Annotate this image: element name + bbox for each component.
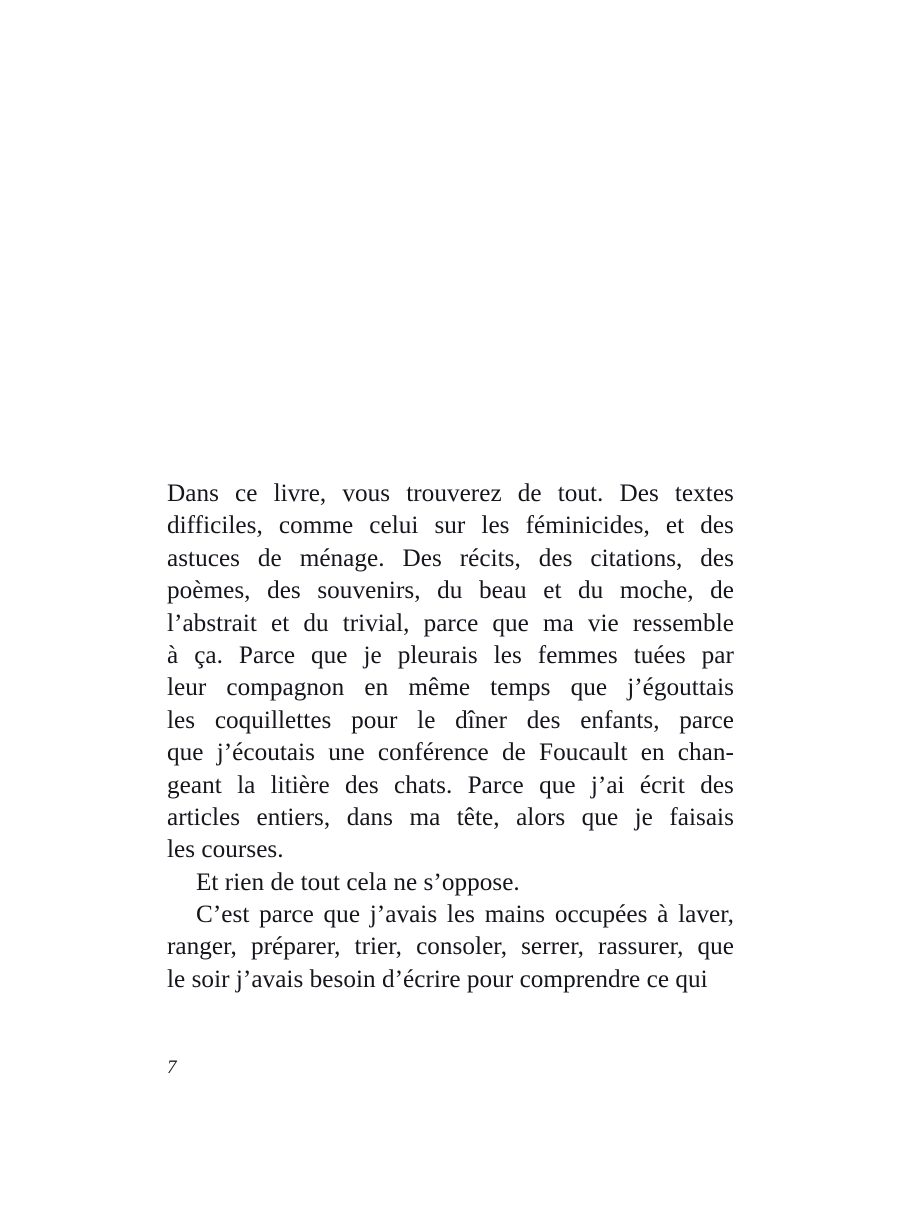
line-word: articles xyxy=(167,803,241,831)
line-word: que xyxy=(697,933,734,961)
line-word: difficiles, xyxy=(167,512,263,540)
line-word: de xyxy=(501,739,526,767)
text-line xyxy=(167,510,734,542)
line-word: laver, xyxy=(678,901,734,929)
line-word: occupées xyxy=(554,901,648,929)
line-word: souvenirs, xyxy=(317,577,421,605)
line-word: du xyxy=(578,577,604,605)
line-word: les xyxy=(446,901,476,929)
line-word: vie xyxy=(587,609,619,637)
line-word: pour xyxy=(351,706,398,734)
line-word: geant xyxy=(167,771,222,799)
line-word: féminicides, xyxy=(525,512,650,540)
line-word: que xyxy=(323,901,361,929)
line-word: que xyxy=(167,739,204,767)
line-word: de xyxy=(517,480,542,507)
line-word: du xyxy=(437,577,463,605)
line-word: parce xyxy=(259,901,314,929)
line-word: ménage. xyxy=(299,544,385,572)
text-line: Et rien de tout cela ne s’oppose. xyxy=(196,868,520,896)
line-word: astuces xyxy=(167,544,241,572)
line-word: je xyxy=(363,641,382,669)
line-word: tout. xyxy=(557,480,604,507)
line-word: du xyxy=(303,609,329,637)
line-word: une xyxy=(328,739,365,767)
text-line xyxy=(167,931,734,963)
line-word: parce xyxy=(679,706,734,734)
line-word: et xyxy=(543,577,562,605)
line-word: sur xyxy=(434,512,466,540)
text-line xyxy=(167,899,734,931)
line-word: de xyxy=(257,544,282,572)
line-word: Parce xyxy=(467,771,524,799)
text-line xyxy=(167,672,734,704)
line-word: litière xyxy=(270,771,330,799)
line-word: que xyxy=(311,641,348,669)
line-word: C’est xyxy=(196,901,250,929)
line-word: des xyxy=(526,706,561,734)
line-word: dîner xyxy=(455,706,508,734)
line-word: ça. xyxy=(194,641,223,669)
line-word: même xyxy=(408,674,471,702)
line-word: Foucault xyxy=(539,739,628,767)
text-line xyxy=(167,802,734,834)
text-line xyxy=(167,640,734,672)
page-number: 7 xyxy=(167,1057,177,1078)
line-word: que xyxy=(492,609,529,637)
line-word: en xyxy=(640,739,665,767)
line-word: j’égouttais xyxy=(627,674,734,702)
line-word: à xyxy=(657,901,669,929)
paragraph-1 xyxy=(167,478,734,867)
line-word: j’avais xyxy=(369,901,438,929)
line-word: trivial, xyxy=(342,609,410,637)
line-word: je xyxy=(634,803,653,831)
line-word: le xyxy=(417,706,436,734)
line-word: beau xyxy=(478,577,527,605)
page-text-block xyxy=(167,478,734,996)
text-line xyxy=(167,608,734,640)
line-word: dans xyxy=(346,803,394,831)
line-word: Des xyxy=(402,544,442,572)
line-word: j’écoutais xyxy=(216,739,316,767)
line-word: mains xyxy=(484,901,546,929)
line-word: consoler, xyxy=(416,933,508,961)
text-line: le soir j’avais besoin d’écrire pour comprendre ce qui xyxy=(167,965,708,993)
line-word: de xyxy=(710,577,734,605)
line-word: par xyxy=(701,641,734,669)
line-word: des xyxy=(538,544,573,572)
line-word: faisais xyxy=(669,803,734,831)
line-word: temps xyxy=(490,674,551,702)
line-word: comme xyxy=(278,512,354,540)
line-word: livre, xyxy=(273,480,327,507)
text-line xyxy=(167,737,734,769)
line-word: trier, xyxy=(354,933,403,961)
line-word: les xyxy=(167,706,196,734)
line-word: parce xyxy=(423,609,479,637)
line-word: leur xyxy=(167,674,207,702)
line-word: ma xyxy=(542,609,574,637)
text-line xyxy=(167,543,734,575)
line-word: femmes xyxy=(537,641,618,669)
line-word: la xyxy=(237,771,256,799)
line-word: l’abstrait xyxy=(167,609,257,637)
line-word: Des xyxy=(619,480,659,507)
line-word: entiers, xyxy=(256,803,331,831)
line-word: des xyxy=(700,771,734,799)
line-word: tuées xyxy=(633,641,686,669)
line-word: en xyxy=(364,674,389,702)
line-word: des xyxy=(700,544,734,572)
line-word: rassurer, xyxy=(598,933,684,961)
line-word: chats. xyxy=(394,771,453,799)
line-word: des xyxy=(700,512,734,540)
line-word: conférence xyxy=(377,739,489,767)
line-word: serrer, xyxy=(521,933,584,961)
line-word: préparer, xyxy=(250,933,341,961)
line-word: écrit xyxy=(639,771,685,799)
line-word: ma xyxy=(409,803,441,831)
line-word-hyphenated: chan- xyxy=(677,739,734,767)
text-line xyxy=(167,575,734,607)
paragraph-2 xyxy=(167,867,734,899)
line-word: et xyxy=(271,609,290,637)
line-word: que xyxy=(570,674,608,702)
line-word: des xyxy=(267,577,301,605)
line-word: ce xyxy=(235,480,258,507)
line-word: poèmes, xyxy=(167,577,251,605)
line-word: textes xyxy=(674,480,734,507)
line-word: trouverez xyxy=(406,480,502,507)
line-word: Parce xyxy=(238,641,296,669)
line-word: citations, xyxy=(590,544,683,572)
line-word: Dans xyxy=(167,480,219,507)
line-word: les xyxy=(493,641,522,669)
text-line xyxy=(167,705,734,737)
paragraph-3 xyxy=(167,899,734,996)
line-word: récits, xyxy=(459,544,521,572)
line-word: les xyxy=(481,512,510,540)
line-word: vous xyxy=(342,480,391,507)
line-word: tête, xyxy=(456,803,500,831)
line-word: alors xyxy=(516,803,566,831)
line-word: que xyxy=(539,771,576,799)
line-word: moche, xyxy=(619,577,694,605)
line-word: et xyxy=(665,512,685,540)
line-word: ranger, xyxy=(167,933,237,961)
line-word: celui xyxy=(369,512,419,540)
text-line xyxy=(167,770,734,802)
line-word: que xyxy=(581,803,619,831)
text-line xyxy=(167,478,734,510)
line-word: pleurais xyxy=(397,641,478,669)
line-word: coquillettes xyxy=(214,706,332,734)
line-word: compagnon xyxy=(226,674,345,702)
text-line: les courses. xyxy=(167,836,284,864)
line-word: à xyxy=(167,641,179,669)
line-word: ressemble xyxy=(632,609,734,637)
line-word: enfants, xyxy=(580,706,660,734)
line-word: des xyxy=(344,771,379,799)
line-word: j’ai xyxy=(590,771,625,799)
